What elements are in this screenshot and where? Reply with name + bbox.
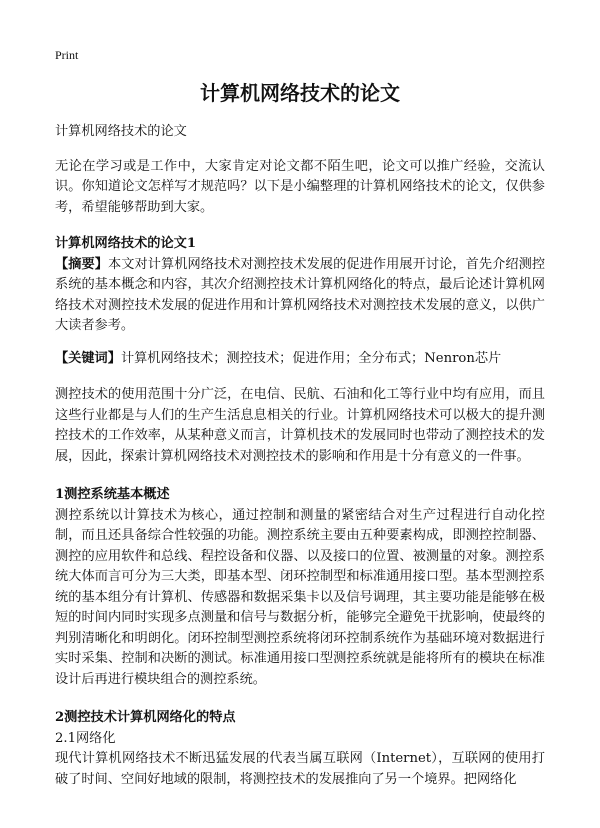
section-2-1-paragraph: 现代计算机网络技术不断迅猛发展的代表当属互联网（Internet），互联网的使用打破了时间、空间好地域的限制，将测控技术的发展推向了另一个境界。把网络化 — [55, 751, 545, 787]
section-1-paragraph: 测控系统以计算技术为核心，通过控制和测量的紧密结合对生产过程进行自动化控制，而且还具备综合性较强的功能。测控系统主要由五种要素构成，即测控控制器、测控的应用软件和总线、程控设备和仪器、以及接口的位置、被测量的对象。测控系统大体而言可分为三大类，即基本型、闭环控制型和标准通用接口型。基本型测控系统的基本组分有计算机、传感器和数据采集卡以及信号调理，其主要功能是能够在极短的时间内同时实现多点测量和信号与数据分析，能够完全避免干扰影响，使最终的判别清晰化和明朗化。闭环控制型测控系统将闭环控制系统作为基础环境对数据进行实时采集、控制和决断的测试。标准通用接口型测控系统就是能将所有的模块在标准设计后再进行模块组合的测控系统。 — [55, 507, 545, 687]
article-subtitle: 计算机网络技术的论文 — [55, 124, 187, 139]
abstract-label: 【摘要】 — [55, 256, 108, 272]
print-label: Print — [55, 48, 79, 62]
keywords-paragraph — [55, 349, 545, 370]
article-body — [55, 122, 545, 790]
keywords-text: 计算机网络技术；测控技术；促进作用；全分布式；Nenron芯片 — [120, 350, 502, 366]
paper-heading: 计算机网络技术的论文1 — [55, 236, 197, 251]
section-2-heading: 2测控技术计算机网络化的特点 — [55, 710, 236, 725]
document-title: 计算机网络技术的论文 — [200, 81, 400, 105]
intro-paragraph: 无论在学习或是工作中，大家肯定对论文都不陌生吧，论文可以推广经验，交流认识。你知道论文怎样写才规范吗？以下是小编整理的计算机网络技术的论文，仅供参考，希望能够帮助到大家。 — [55, 158, 545, 215]
section-2-1-heading: 2.1网络化 — [55, 730, 116, 746]
abstract-text: 本文对计算机网络技术对测控技术发展的促进作用展开讨论，首先介绍测控系统的基本概念和内容，其次介绍测控技术计算机网络化的特点，最后论述计算机网络技术对测控技术发展的促进作用和计算机网络技术对测控技术发展的意义，以供广大读者参考。 — [55, 256, 546, 333]
abstract-paragraph — [55, 255, 545, 337]
section-1-heading: 1测控系统基本概述 — [55, 487, 170, 502]
keywords-label: 【关键词】 — [55, 350, 121, 366]
body-paragraph-1: 测控技术的使用范围十分广泛，在电信、民航、石油和化工等行业中均有应用，而且这些行业都是与人们的生产生活息息相关的行业。计算机网络技术可以极大的提升测控技术的工作效率，从某种意义而言，计算机技术的发展同时也带动了测控技术的发展，因此，探索计算机网络技术对测控技术的影响和作用是十分有意义的一件事。 — [55, 387, 545, 464]
